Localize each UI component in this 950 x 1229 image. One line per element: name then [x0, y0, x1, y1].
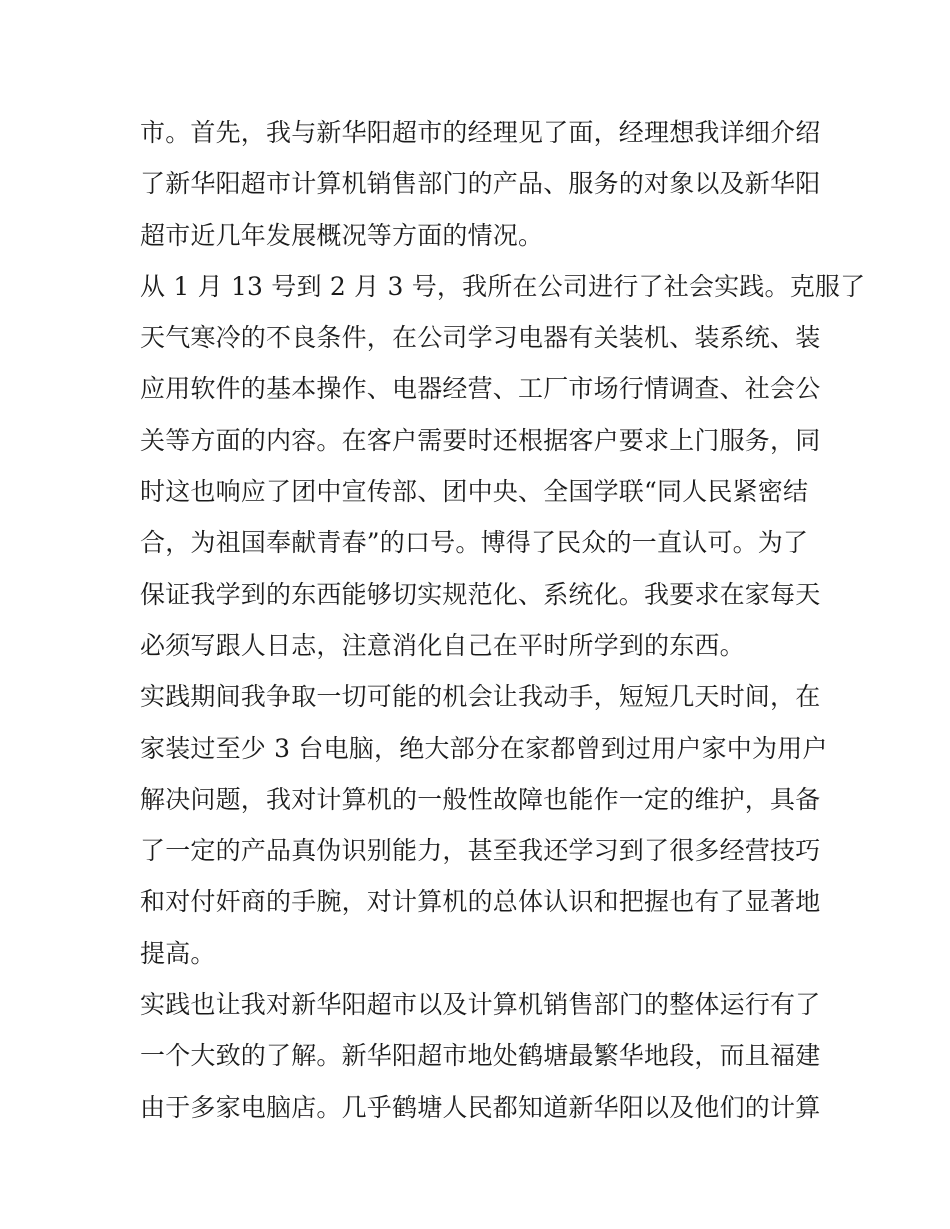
text-line: 天气寒冷的不良条件，在公司学习电器有关装机、装系统、装	[140, 323, 821, 353]
text-line: 实践期间我争取一切可能的机会让我动手，短短几天时间，在	[140, 682, 821, 712]
text-line: 了新华阳超市计算机销售部门的产品、服务的对象以及新华阳	[140, 169, 821, 199]
text-line: 解决问题，我对计算机的一般性故障也能作一定的维护，具备	[140, 784, 821, 814]
text-line: 合，为祖国奉献青春”的口号。博得了民众的一直认可。为了	[140, 528, 809, 558]
text-line: 超市近几年发展概况等方面的情况。	[140, 220, 544, 250]
text-line: 了一定的产品真伪识别能力，甚至我还学习到了很多经营技巧	[140, 836, 821, 866]
text-line: 应用软件的基本操作、电器经营、工厂市场行情调查、社会公	[140, 374, 821, 404]
text-line: 实践也让我对新华阳超市以及计算机销售部门的整体运行有了	[140, 990, 821, 1020]
text-line: 一个大致的了解。新华阳超市地处鹤塘最繁华地段，而且福建	[140, 1041, 821, 1071]
text-line: 家装过至少 3 台电脑，绝大部分在家都曾到过用户家中为用户	[140, 733, 828, 763]
text-line: 提高。	[140, 938, 216, 968]
text-line: 时这也响应了团中宣传部、团中央、全国学联“同人民紧密结	[140, 477, 809, 507]
text-line: 市。首先，我与新华阳超市的经理见了面，经理想我详细介绍	[140, 118, 821, 147]
text-line: 由于多家电脑店。几乎鹤塘人民都知道新华阳以及他们的计算	[140, 1092, 821, 1122]
text-line: 和对付奸商的手腕，对计算机的总体认识和把握也有了显著地	[140, 887, 821, 917]
text-line: 从 1 月 13 号到 2 月 3 号，我所在公司进行了社会实践。克服了	[140, 271, 866, 301]
body-text	[140, 107, 866, 1133]
text-line: 保证我学到的东西能够切实规范化、系统化。我要求在家每天	[140, 579, 821, 609]
text-line: 必须写跟人日志，注意消化自己在平时所学到的东西。	[140, 630, 745, 660]
text-line: 关等方面的内容。在客户需要时还根据客户要求上门服务，同	[140, 425, 821, 455]
